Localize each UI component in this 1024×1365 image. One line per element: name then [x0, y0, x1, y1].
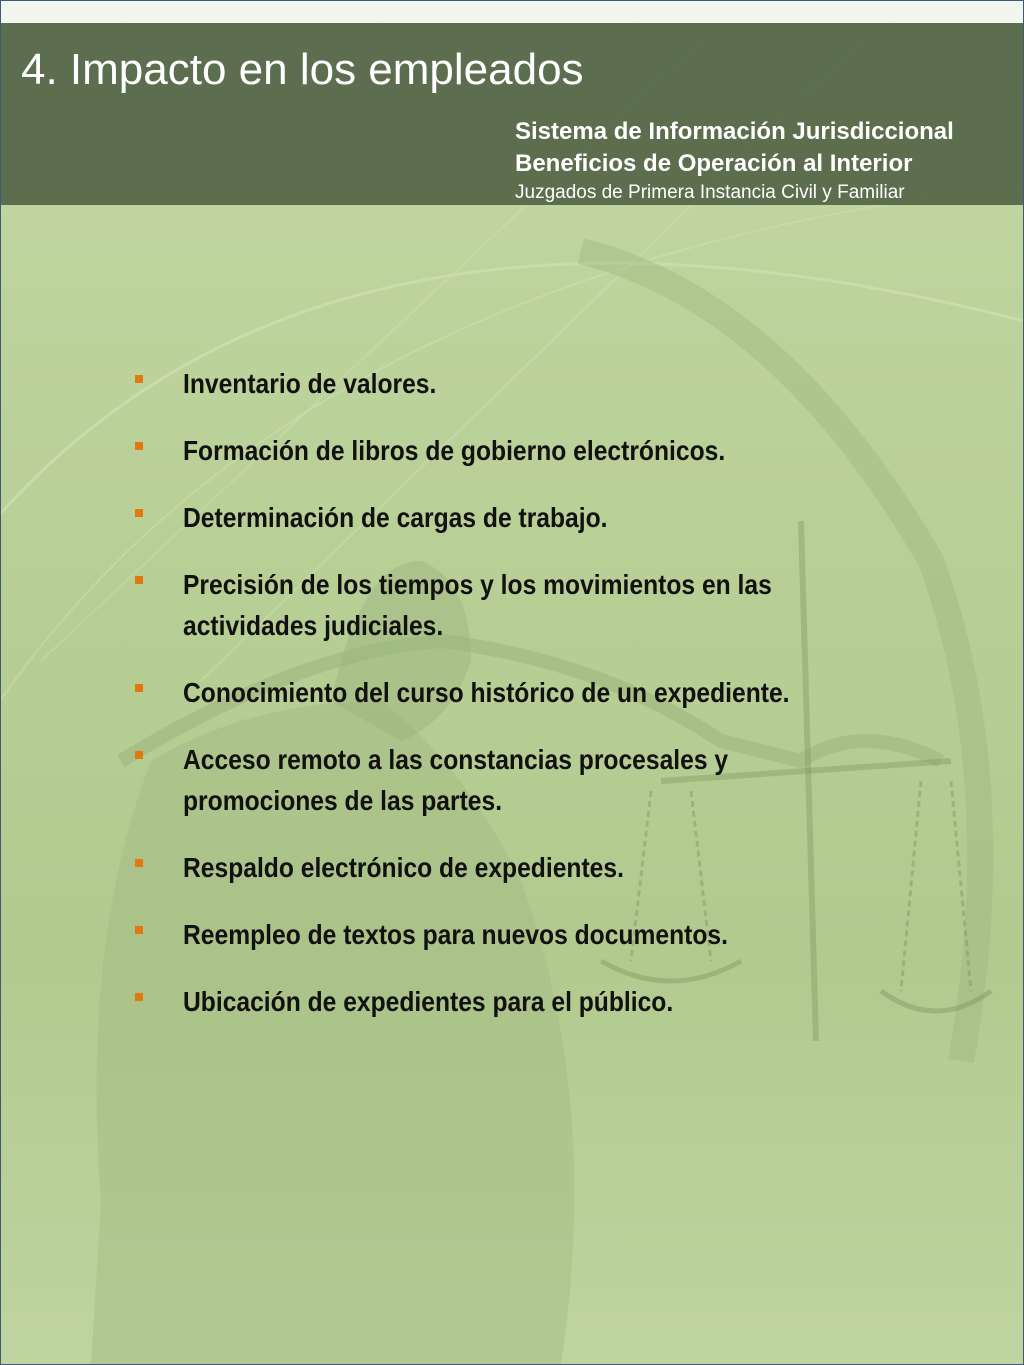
square-bullet-icon [135, 509, 143, 517]
square-bullet-icon [135, 442, 143, 450]
square-bullet-icon [135, 684, 143, 692]
square-bullet-icon [135, 993, 143, 1001]
list-item-text: Conocimiento del curso histórico de un expediente. [183, 677, 790, 708]
list-item-text: Formación de libros de gobierno electrónicos. [183, 435, 726, 466]
list-item [129, 914, 929, 955]
list-item-text: Inventario de valores. [183, 368, 437, 399]
list-item [129, 497, 929, 538]
bullet-list [129, 363, 929, 1048]
section-subtitle: Beneficios de Operación al Interior [515, 150, 913, 177]
list-item-text: Precisión de los tiempos y los movimientos en las actividades judiciales. [183, 569, 772, 641]
square-bullet-icon [135, 751, 143, 759]
square-bullet-icon [135, 859, 143, 867]
system-name: Sistema de Información Jurisdiccional [515, 118, 954, 145]
list-item-text: Acceso remoto a las constancias procesales y promociones de las partes. [183, 744, 729, 816]
list-item [129, 672, 929, 713]
list-item [129, 847, 929, 888]
page-title: 4. Impacto en los empleados [21, 45, 584, 94]
list-item [129, 430, 929, 471]
list-item-text: Ubicación de expedientes para el público. [183, 986, 674, 1017]
list-item-text: Reempleo de textos para nuevos documentos. [183, 919, 728, 950]
list-item-text: Determinación de cargas de trabajo. [183, 502, 608, 533]
square-bullet-icon [135, 926, 143, 934]
list-item [129, 981, 929, 1022]
list-item-text: Respaldo electrónico de expedientes. [183, 852, 624, 883]
list-item [129, 564, 929, 646]
court-subtitle: Juzgados de Primera Instancia Civil y Familiar [515, 182, 905, 203]
square-bullet-icon [135, 375, 143, 383]
square-bullet-icon [135, 576, 143, 584]
list-item [129, 363, 929, 404]
list-item [129, 739, 929, 821]
